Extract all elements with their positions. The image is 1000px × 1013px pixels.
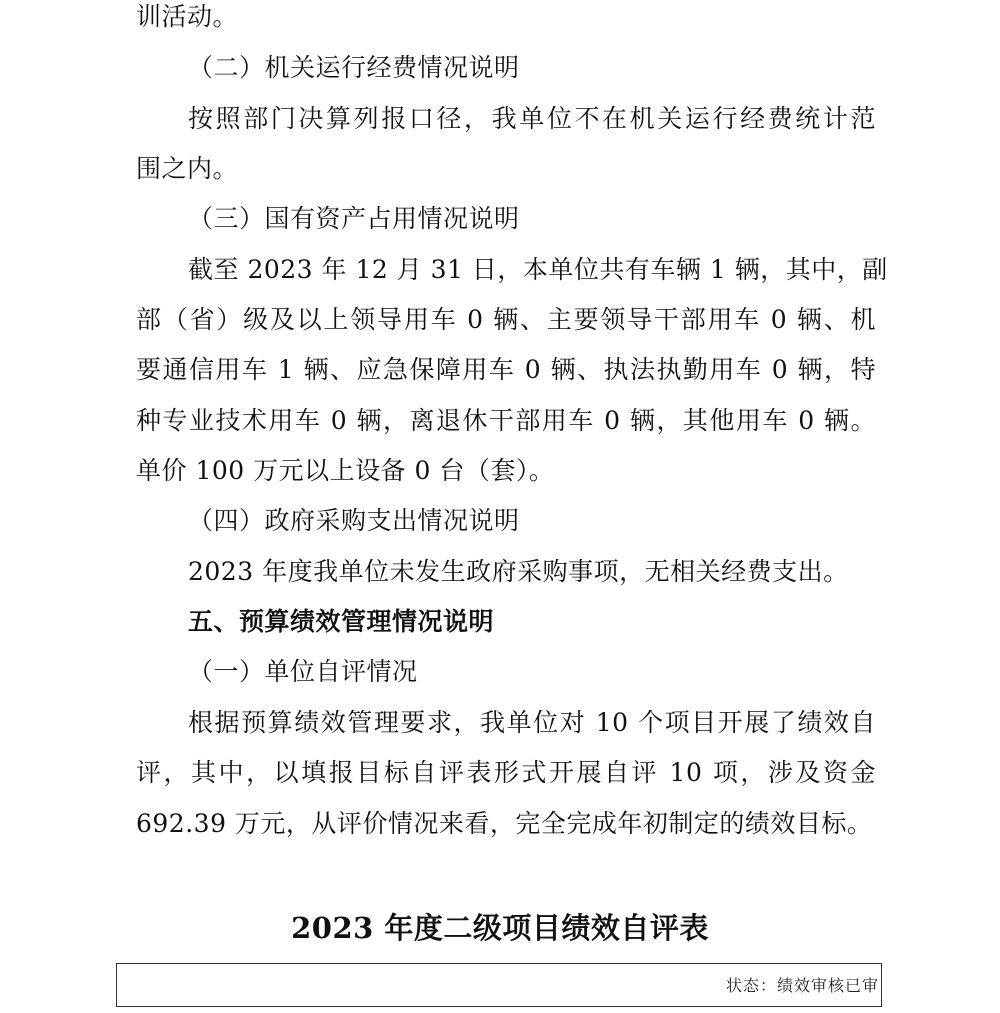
paragraph-operating-funds-line-2: 围之内。 bbox=[136, 154, 239, 183]
paragraph-assets-line-4: 种专业技术用车 0 辆，离退休干部用车 0 辆，其他用车 0 辆。 bbox=[136, 406, 876, 435]
section-heading-self-evaluation: （一）单位自评情况 bbox=[188, 657, 418, 686]
section-heading-operating-funds: （二）机关运行经费情况说明 bbox=[188, 53, 520, 82]
paragraph-self-evaluation-line-2: 评，其中，以填报目标自评表形式开展自评 10 项，涉及资金 bbox=[136, 758, 876, 787]
section-heading-performance-management: 五、预算绩效管理情况说明 bbox=[188, 607, 495, 636]
status-text: 状态：绩效审核已审 bbox=[725, 976, 879, 995]
paragraph-operating-funds-line-1: 按照部门决算列报口径，我单位不在机关运行经费统计范 bbox=[188, 104, 876, 133]
status-bar bbox=[116, 963, 882, 1007]
paragraph-assets-line-1: 截至 2023 年 12 月 31 日，本单位共有车辆 1 辆，其中，副 bbox=[188, 255, 888, 284]
table-title: 2023 年度二级项目绩效自评表 bbox=[291, 911, 709, 945]
paragraph-assets-line-2: 部（省）级及以上领导用车 0 辆、主要领导干部用车 0 辆、机 bbox=[136, 305, 876, 334]
section-heading-state-assets: （三）国有资产占用情况说明 bbox=[188, 204, 520, 233]
section-heading-procurement: （四）政府采购支出情况说明 bbox=[188, 506, 520, 535]
paragraph-assets-line-3: 要通信用车 1 辆、应急保障用车 0 辆、执法执勤用车 0 辆，特 bbox=[136, 355, 876, 384]
paragraph-self-evaluation-line-3: 692.39 万元，从评价情况来看，完全完成年初制定的绩效目标。 bbox=[136, 809, 873, 838]
paragraph-procurement: 2023 年度我单位未发生政府采购事项，无相关经费支出。 bbox=[188, 557, 849, 586]
paragraph-self-evaluation-line-1: 根据预算绩效管理要求，我单位对 10 个项目开展了绩效自 bbox=[188, 708, 876, 737]
paragraph-assets-line-5: 单价 100 万元以上设备 0 台（套）。 bbox=[136, 456, 555, 485]
paragraph-continuation: 训活动。 bbox=[136, 2, 239, 31]
